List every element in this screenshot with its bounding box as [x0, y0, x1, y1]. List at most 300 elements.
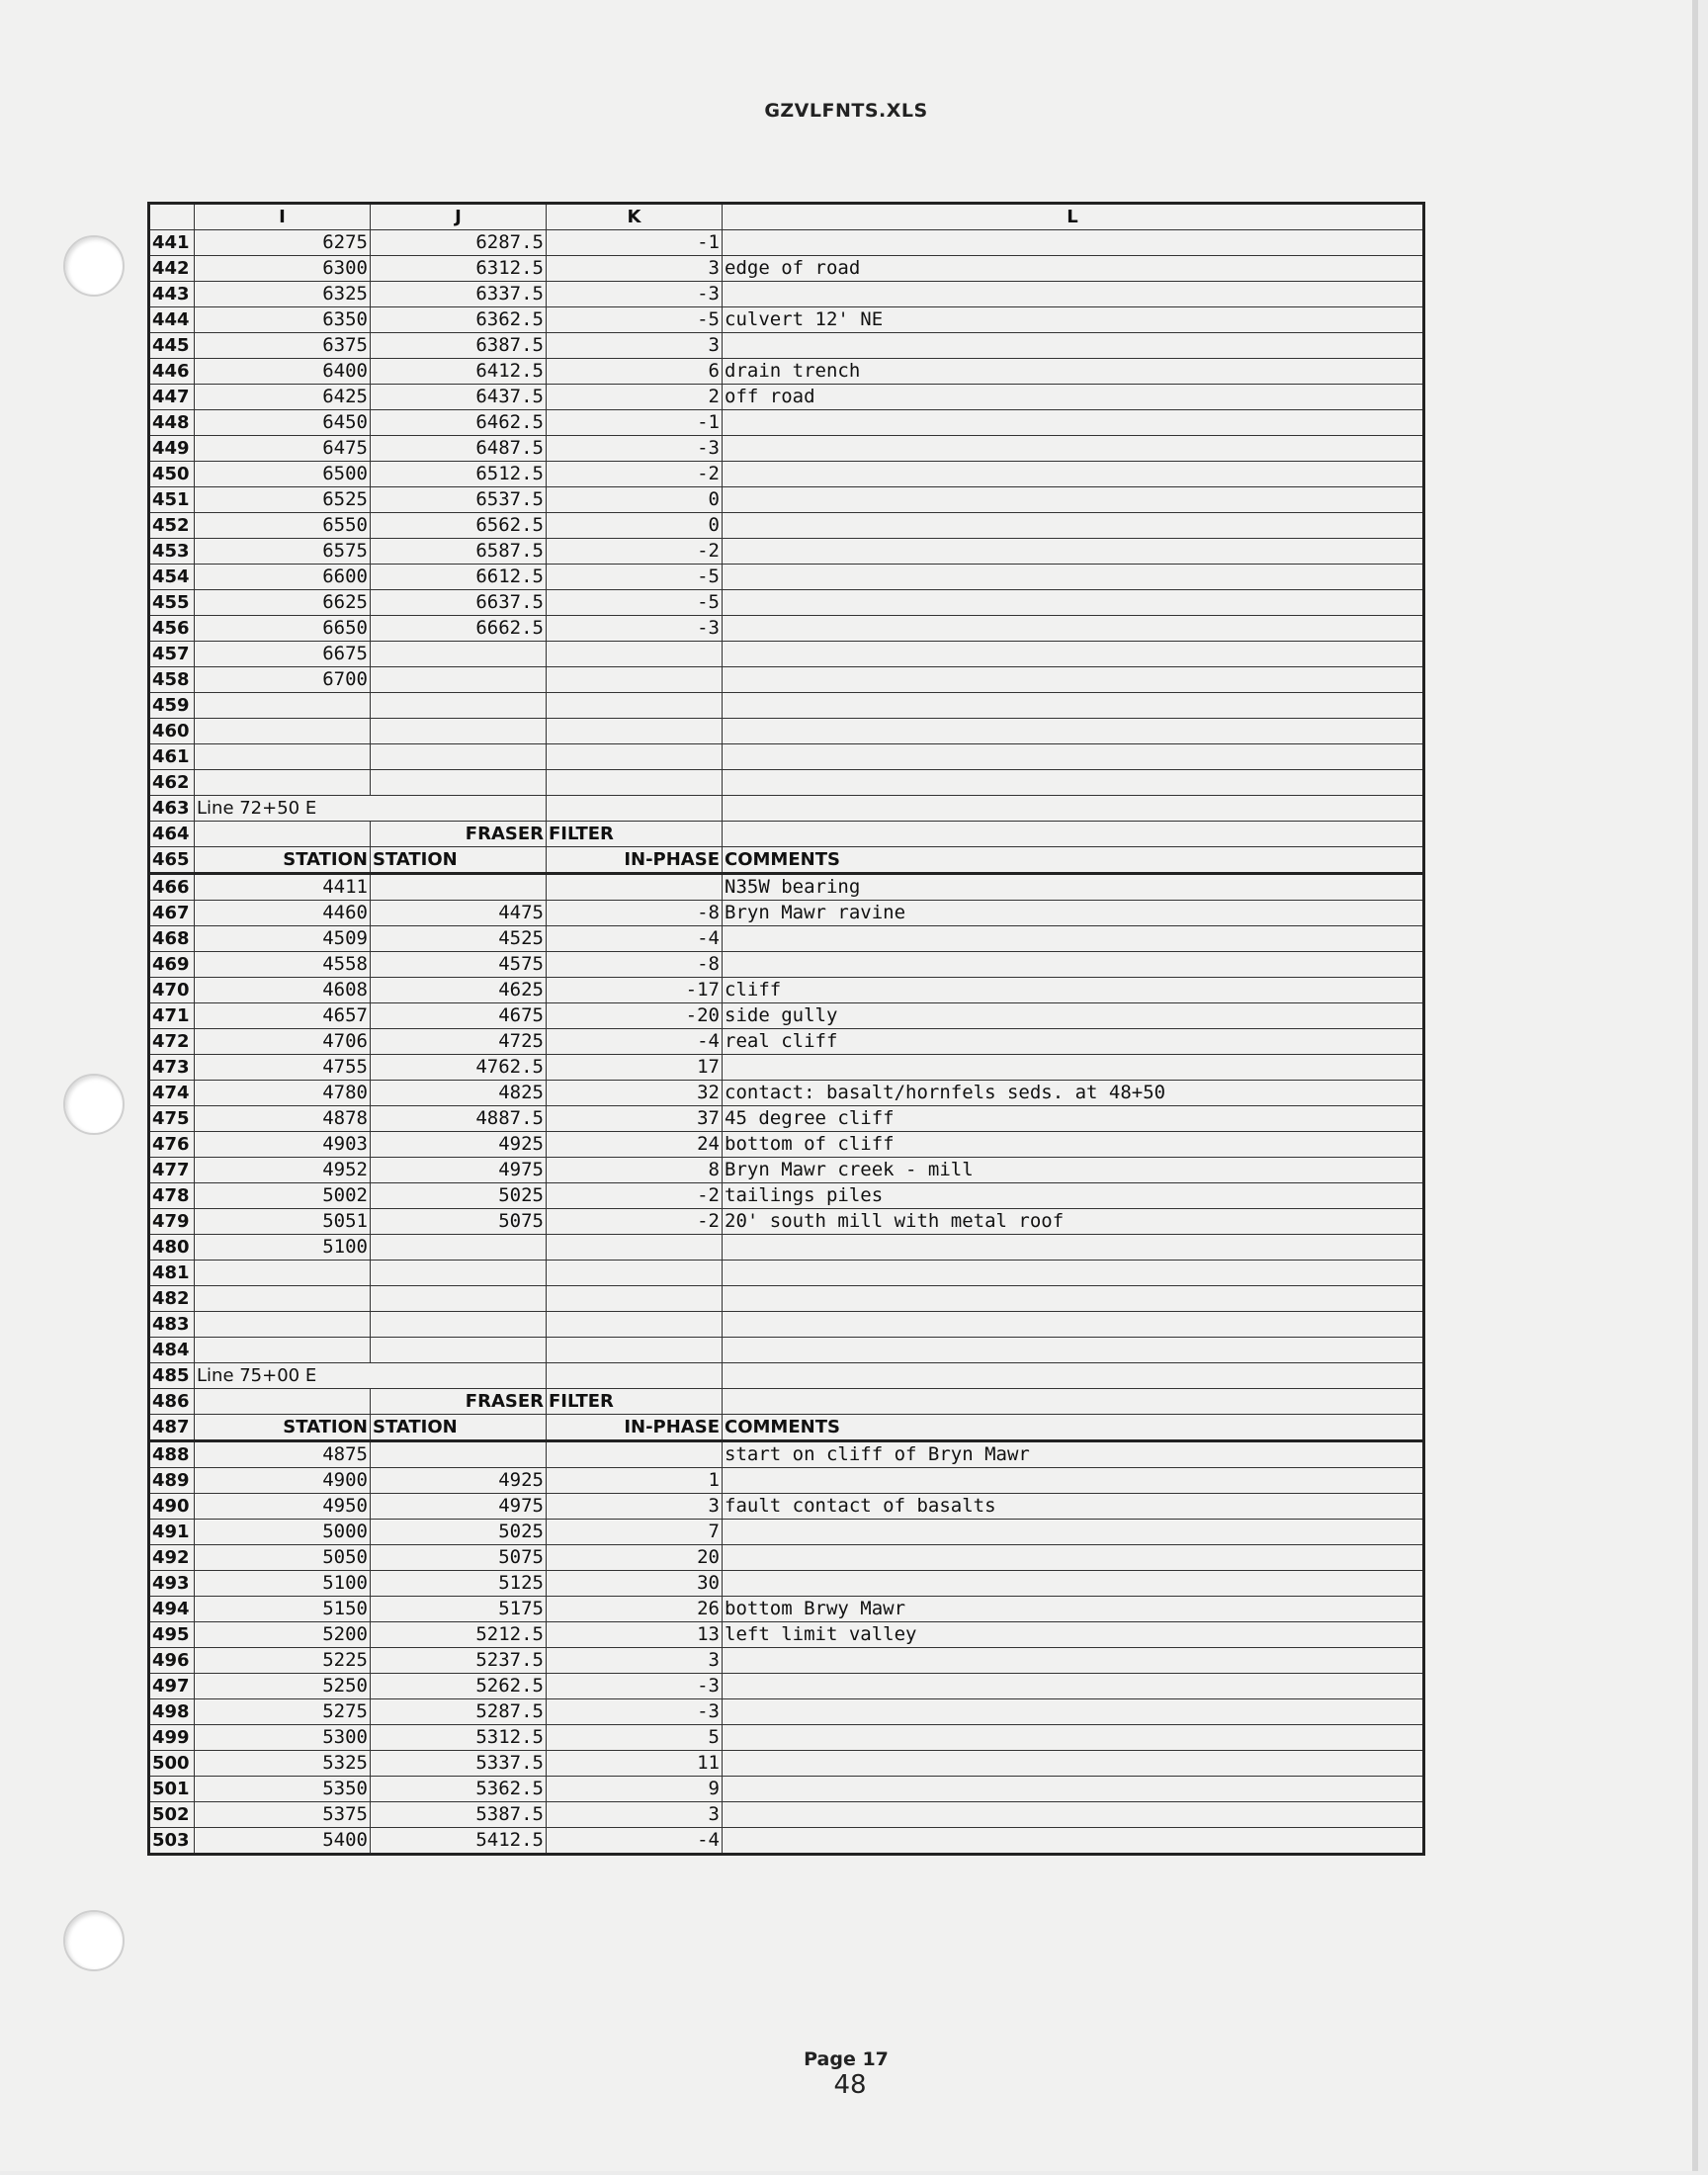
cell-l — [723, 693, 1424, 719]
cell-j: 5412.5 — [371, 1828, 547, 1855]
cell-j: 5025 — [371, 1183, 547, 1209]
table-row — [149, 1363, 1424, 1389]
header-fraser-cell: FRASER — [371, 822, 547, 847]
row-number: 473 — [149, 1055, 195, 1081]
table-row — [149, 487, 1424, 513]
row-number: 452 — [149, 513, 195, 539]
cell-j: 5287.5 — [371, 1699, 547, 1725]
row-number: 474 — [149, 1081, 195, 1106]
cell-k: -8 — [547, 901, 723, 926]
cell-i: 5400 — [195, 1828, 371, 1855]
cell-i: 5350 — [195, 1777, 371, 1802]
header-in-phase-cell: IN-PHASE — [547, 1415, 723, 1441]
table-row — [149, 1545, 1424, 1571]
cell-k: 3 — [547, 1648, 723, 1674]
table-row — [149, 1209, 1424, 1235]
header-filter-cell: FILTER — [547, 1389, 723, 1415]
cell-j: 5125 — [371, 1571, 547, 1597]
cell-l: fault contact of basalts — [723, 1494, 1424, 1520]
row-number: 477 — [149, 1158, 195, 1183]
row-number: 496 — [149, 1648, 195, 1674]
cell-j: 5175 — [371, 1597, 547, 1622]
table-row — [149, 385, 1424, 410]
row-number: 441 — [149, 230, 195, 256]
cell-i: 6400 — [195, 359, 371, 385]
column-header-i: I — [195, 204, 371, 230]
cell-l — [723, 1545, 1424, 1571]
cell-l: side gully — [723, 1003, 1424, 1029]
cell-l: bottom of cliff — [723, 1132, 1424, 1158]
cell-i — [195, 822, 371, 847]
column-header-row — [149, 204, 1424, 230]
cell-k: -3 — [547, 282, 723, 307]
cell-k — [547, 693, 723, 719]
table-row — [149, 359, 1424, 385]
table-row — [149, 436, 1424, 462]
row-number: 490 — [149, 1494, 195, 1520]
cell-j: 4725 — [371, 1029, 547, 1055]
row-number: 466 — [149, 874, 195, 901]
column-header-j: J — [371, 204, 547, 230]
cell-j: 4675 — [371, 1003, 547, 1029]
row-number: 443 — [149, 282, 195, 307]
cell-k: 0 — [547, 513, 723, 539]
cell-k — [547, 744, 723, 770]
cell-l — [723, 1725, 1424, 1751]
cell-i: 5100 — [195, 1571, 371, 1597]
row-number: 469 — [149, 952, 195, 978]
cell-i: 4657 — [195, 1003, 371, 1029]
row-number: 442 — [149, 256, 195, 282]
row-number: 500 — [149, 1751, 195, 1777]
cell-i: 5200 — [195, 1622, 371, 1648]
cell-l: real cliff — [723, 1029, 1424, 1055]
row-number: 471 — [149, 1003, 195, 1029]
cell-l — [723, 1235, 1424, 1261]
cell-j: 6562.5 — [371, 513, 547, 539]
table-row — [149, 1158, 1424, 1183]
cell-i: 6275 — [195, 230, 371, 256]
cell-k: -1 — [547, 410, 723, 436]
cell-j: 6612.5 — [371, 565, 547, 590]
header-fraser-cell: FRASER — [371, 1389, 547, 1415]
header-station-cell: STATION — [195, 1415, 371, 1441]
row-number: 448 — [149, 410, 195, 436]
corner-cell — [149, 204, 195, 230]
cell-k — [547, 719, 723, 744]
cell-i: 5051 — [195, 1209, 371, 1235]
cell-l: off road — [723, 385, 1424, 410]
row-number: 503 — [149, 1828, 195, 1855]
cell-j — [371, 1235, 547, 1261]
cell-k: 37 — [547, 1106, 723, 1132]
cell-l — [723, 462, 1424, 487]
cell-j — [371, 1261, 547, 1286]
table-row — [149, 719, 1424, 744]
cell-j: 4975 — [371, 1494, 547, 1520]
table-row — [149, 1751, 1424, 1777]
cell-i: 6675 — [195, 642, 371, 667]
binder-hole-middle — [63, 1074, 125, 1135]
table-row — [149, 693, 1424, 719]
cell-k — [547, 1441, 723, 1468]
cell-j: 4825 — [371, 1081, 547, 1106]
table-row — [149, 926, 1424, 952]
cell-l — [723, 565, 1424, 590]
row-number: 494 — [149, 1597, 195, 1622]
row-number: 464 — [149, 822, 195, 847]
cell-i: 5100 — [195, 1235, 371, 1261]
row-number: 467 — [149, 901, 195, 926]
row-number: 468 — [149, 926, 195, 952]
document-title: GZVLFNTS.XLS — [764, 100, 928, 122]
cell-j: 4762.5 — [371, 1055, 547, 1081]
table-row — [149, 1029, 1424, 1055]
row-number: 487 — [149, 1415, 195, 1441]
table-row — [149, 230, 1424, 256]
table-row — [149, 616, 1424, 642]
row-number: 502 — [149, 1802, 195, 1828]
cell-l: 45 degree cliff — [723, 1106, 1424, 1132]
table-row — [149, 565, 1424, 590]
header-comments-cell: COMMENTS — [723, 847, 1424, 874]
cell-i: 6500 — [195, 462, 371, 487]
table-row — [149, 1183, 1424, 1209]
row-number: 463 — [149, 796, 195, 822]
cell-k — [547, 796, 723, 822]
table-row — [149, 901, 1424, 926]
row-number: 483 — [149, 1312, 195, 1338]
cell-k — [547, 1286, 723, 1312]
cell-i — [195, 1286, 371, 1312]
cell-i: 4900 — [195, 1468, 371, 1494]
cell-j: 6337.5 — [371, 282, 547, 307]
cell-j: 6412.5 — [371, 359, 547, 385]
row-number: 460 — [149, 719, 195, 744]
row-number: 451 — [149, 487, 195, 513]
cell-k: -3 — [547, 436, 723, 462]
table-row — [149, 539, 1424, 565]
cell-j — [371, 642, 547, 667]
cell-j — [371, 1338, 547, 1363]
table-row — [149, 847, 1424, 874]
cell-l — [723, 642, 1424, 667]
cell-k — [547, 874, 723, 901]
cell-j: 4887.5 — [371, 1106, 547, 1132]
cell-k: 9 — [547, 1777, 723, 1802]
row-number: 485 — [149, 1363, 195, 1389]
cell-k — [547, 1363, 723, 1389]
row-number: 484 — [149, 1338, 195, 1363]
row-number: 458 — [149, 667, 195, 693]
row-number: 472 — [149, 1029, 195, 1055]
table-row — [149, 822, 1424, 847]
cell-k: -4 — [547, 1029, 723, 1055]
cell-l — [723, 1571, 1424, 1597]
cell-j — [371, 667, 547, 693]
spreadsheet-table — [147, 202, 1425, 1856]
cell-i: 6425 — [195, 385, 371, 410]
table-row — [149, 282, 1424, 307]
row-number: 497 — [149, 1674, 195, 1699]
cell-i: 6375 — [195, 333, 371, 359]
cell-j: 5312.5 — [371, 1725, 547, 1751]
cell-l — [723, 1828, 1424, 1855]
table-row — [149, 1132, 1424, 1158]
cell-i — [195, 1312, 371, 1338]
cell-k: -4 — [547, 1828, 723, 1855]
cell-i: 6450 — [195, 410, 371, 436]
cell-j: 6587.5 — [371, 539, 547, 565]
cell-j — [371, 1441, 547, 1468]
table-row — [149, 1622, 1424, 1648]
cell-k: -2 — [547, 462, 723, 487]
cell-k: 7 — [547, 1520, 723, 1545]
cell-i: 4509 — [195, 926, 371, 952]
cell-k — [547, 1235, 723, 1261]
cell-i: 6650 — [195, 616, 371, 642]
cell-j: 6312.5 — [371, 256, 547, 282]
cell-l — [723, 926, 1424, 952]
cell-l — [723, 1055, 1424, 1081]
row-number: 486 — [149, 1389, 195, 1415]
cell-j: 4625 — [371, 978, 547, 1003]
cell-k: -2 — [547, 1183, 723, 1209]
cell-j — [371, 874, 547, 901]
cell-k — [547, 770, 723, 796]
table-row — [149, 667, 1424, 693]
row-number: 499 — [149, 1725, 195, 1751]
column-header-l: L — [723, 204, 1424, 230]
cell-l — [723, 590, 1424, 616]
table-row — [149, 462, 1424, 487]
cell-j — [371, 1286, 547, 1312]
header-in-phase-cell: IN-PHASE — [547, 847, 723, 874]
line-label-cell: Line 75+00 E — [195, 1363, 371, 1389]
cell-l — [723, 796, 1424, 822]
cell-k: 8 — [547, 1158, 723, 1183]
row-number: 480 — [149, 1235, 195, 1261]
cell-j: 4575 — [371, 952, 547, 978]
cell-i — [195, 770, 371, 796]
cell-k: -2 — [547, 539, 723, 565]
cell-j — [371, 1363, 547, 1389]
row-number: 459 — [149, 693, 195, 719]
table-row — [149, 307, 1424, 333]
cell-i: 6325 — [195, 282, 371, 307]
cell-j: 6512.5 — [371, 462, 547, 487]
cell-k: 24 — [547, 1132, 723, 1158]
cell-l: 20' south mill with metal roof — [723, 1209, 1424, 1235]
table-row — [149, 1106, 1424, 1132]
table-row — [149, 1520, 1424, 1545]
table-row — [149, 410, 1424, 436]
cell-j: 5075 — [371, 1545, 547, 1571]
table-row — [149, 952, 1424, 978]
cell-j: 6362.5 — [371, 307, 547, 333]
cell-j — [371, 693, 547, 719]
cell-i: 5375 — [195, 1802, 371, 1828]
cell-i — [195, 693, 371, 719]
table-row — [149, 1699, 1424, 1725]
cell-j: 6537.5 — [371, 487, 547, 513]
table-row — [149, 1571, 1424, 1597]
cell-l — [723, 952, 1424, 978]
cell-l — [723, 539, 1424, 565]
table-row — [149, 1802, 1424, 1828]
cell-l: edge of road — [723, 256, 1424, 282]
row-number: 489 — [149, 1468, 195, 1494]
row-number: 447 — [149, 385, 195, 410]
table-row — [149, 1494, 1424, 1520]
row-number: 456 — [149, 616, 195, 642]
cell-j: 5337.5 — [371, 1751, 547, 1777]
line-label-cell: Line 72+50 E — [195, 796, 371, 822]
cell-l — [723, 616, 1424, 642]
cell-i: 5000 — [195, 1520, 371, 1545]
table-row — [149, 1828, 1424, 1855]
cell-l: cliff — [723, 978, 1424, 1003]
cell-i: 6525 — [195, 487, 371, 513]
cell-i: 5150 — [195, 1597, 371, 1622]
cell-l — [723, 1674, 1424, 1699]
row-number: 498 — [149, 1699, 195, 1725]
cell-i: 5325 — [195, 1751, 371, 1777]
cell-j: 4925 — [371, 1132, 547, 1158]
cell-i: 6550 — [195, 513, 371, 539]
cell-k: -5 — [547, 307, 723, 333]
cell-l: bottom Brwy Mawr — [723, 1597, 1424, 1622]
table-row — [149, 1312, 1424, 1338]
table-row — [149, 1725, 1424, 1751]
table-row — [149, 744, 1424, 770]
header-station-cell: STATION — [195, 847, 371, 874]
cell-k — [547, 1312, 723, 1338]
row-number: 449 — [149, 436, 195, 462]
cell-l — [723, 1261, 1424, 1286]
table-row — [149, 874, 1424, 901]
table-row — [149, 642, 1424, 667]
cell-l: contact: basalt/hornfels seds. at 48+50 — [723, 1081, 1424, 1106]
table-row — [149, 1777, 1424, 1802]
cell-k: -2 — [547, 1209, 723, 1235]
cell-j: 6662.5 — [371, 616, 547, 642]
row-number: 475 — [149, 1106, 195, 1132]
table-row — [149, 1389, 1424, 1415]
cell-i: 5225 — [195, 1648, 371, 1674]
cell-i: 4558 — [195, 952, 371, 978]
cell-l — [723, 1520, 1424, 1545]
cell-k: -17 — [547, 978, 723, 1003]
table-row — [149, 590, 1424, 616]
row-number: 492 — [149, 1545, 195, 1571]
cell-i — [195, 1338, 371, 1363]
table-row — [149, 1674, 1424, 1699]
cell-j: 6462.5 — [371, 410, 547, 436]
cell-j — [371, 744, 547, 770]
header-comments-cell: COMMENTS — [723, 1415, 1424, 1441]
cell-i — [195, 1261, 371, 1286]
cell-j: 5237.5 — [371, 1648, 547, 1674]
cell-j: 4925 — [371, 1468, 547, 1494]
cell-l — [723, 1286, 1424, 1312]
row-number: 493 — [149, 1571, 195, 1597]
row-number: 481 — [149, 1261, 195, 1286]
cell-i — [195, 744, 371, 770]
cell-k: 1 — [547, 1468, 723, 1494]
cell-j: 6387.5 — [371, 333, 547, 359]
cell-k — [547, 642, 723, 667]
cell-k: 13 — [547, 1622, 723, 1648]
cell-l — [723, 487, 1424, 513]
cell-l: left limit valley — [723, 1622, 1424, 1648]
cell-k: 5 — [547, 1725, 723, 1751]
cell-l — [723, 333, 1424, 359]
cell-i: 6350 — [195, 307, 371, 333]
row-number: 476 — [149, 1132, 195, 1158]
cell-j: 5362.5 — [371, 1777, 547, 1802]
sheet-body — [149, 230, 1424, 1855]
cell-i: 5250 — [195, 1674, 371, 1699]
cell-i: 5275 — [195, 1699, 371, 1725]
row-number: 450 — [149, 462, 195, 487]
row-number: 479 — [149, 1209, 195, 1235]
cell-k: 3 — [547, 256, 723, 282]
cell-j — [371, 770, 547, 796]
cell-i: 4878 — [195, 1106, 371, 1132]
table-row — [149, 513, 1424, 539]
row-number: 457 — [149, 642, 195, 667]
cell-l — [723, 410, 1424, 436]
table-row — [149, 1468, 1424, 1494]
row-number: 445 — [149, 333, 195, 359]
cell-i: 5050 — [195, 1545, 371, 1571]
cell-i: 6575 — [195, 539, 371, 565]
cell-i: 4608 — [195, 978, 371, 1003]
cell-i: 4875 — [195, 1441, 371, 1468]
table-row — [149, 978, 1424, 1003]
page-label: Page 17 — [804, 2048, 889, 2070]
cell-i: 4411 — [195, 874, 371, 901]
cell-l: drain trench — [723, 359, 1424, 385]
cell-i: 4706 — [195, 1029, 371, 1055]
table-row — [149, 1338, 1424, 1363]
cell-i: 6625 — [195, 590, 371, 616]
row-number: 454 — [149, 565, 195, 590]
cell-j — [371, 719, 547, 744]
cell-l — [723, 1312, 1424, 1338]
cell-i: 4460 — [195, 901, 371, 926]
table-row — [149, 333, 1424, 359]
cell-l — [723, 1363, 1424, 1389]
table-row — [149, 1648, 1424, 1674]
row-number: 446 — [149, 359, 195, 385]
cell-l — [723, 1338, 1424, 1363]
cell-j — [371, 796, 547, 822]
cell-k: -8 — [547, 952, 723, 978]
row-number: 455 — [149, 590, 195, 616]
row-number: 470 — [149, 978, 195, 1003]
cell-k: 20 — [547, 1545, 723, 1571]
cell-l: culvert 12' NE — [723, 307, 1424, 333]
cell-j: 5212.5 — [371, 1622, 547, 1648]
cell-i: 4903 — [195, 1132, 371, 1158]
cell-l — [723, 1389, 1424, 1415]
cell-l — [723, 744, 1424, 770]
cell-i — [195, 1389, 371, 1415]
table-row — [149, 1081, 1424, 1106]
row-number: 462 — [149, 770, 195, 796]
